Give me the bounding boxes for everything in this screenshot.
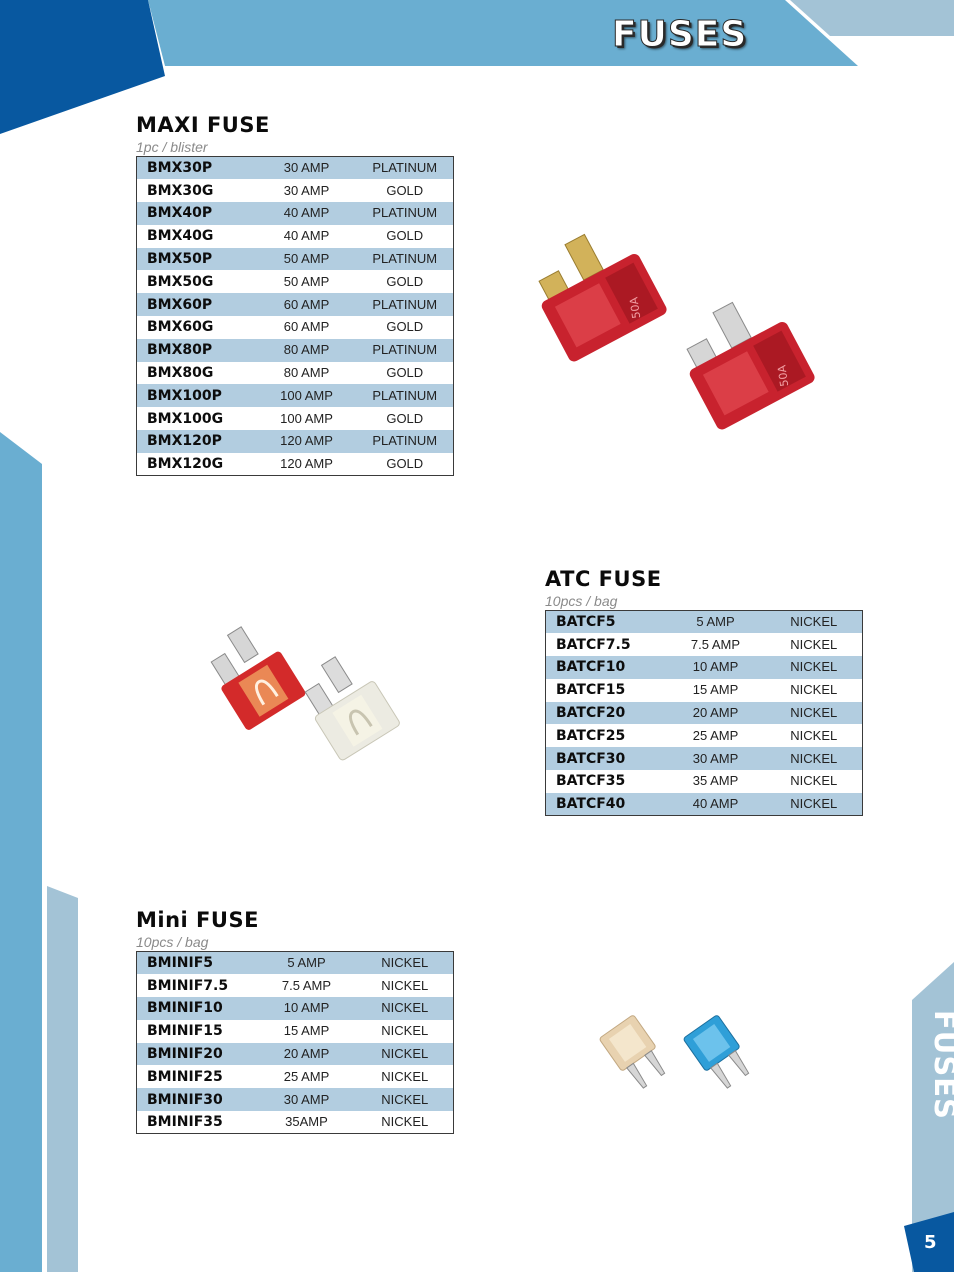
amperage-cell: 10 AMP	[257, 997, 357, 1020]
table-row	[137, 1088, 454, 1111]
fuse-rating-label: 50A	[775, 364, 792, 388]
section-title: Mini FUSE	[136, 908, 259, 932]
amperage-cell: 40 AMP	[257, 225, 357, 248]
material-cell: NICKEL	[357, 1088, 454, 1111]
amperage-cell: 20 AMP	[257, 1043, 357, 1066]
part-code-cell: BMX40G	[137, 225, 257, 248]
material-cell: NICKEL	[357, 974, 454, 997]
amperage-cell: 60 AMP	[257, 316, 357, 339]
amperage-cell: 80 AMP	[257, 362, 357, 385]
amperage-cell: 60 AMP	[257, 293, 357, 316]
part-code-cell: BMINIF30	[137, 1088, 257, 1111]
part-code-cell: BMX50G	[137, 270, 257, 293]
material-cell: PLATINUM	[357, 248, 454, 271]
amperage-cell: 30 AMP	[666, 747, 766, 770]
part-code-cell: BMX120G	[137, 453, 257, 476]
maxi-fuse-image	[520, 225, 820, 415]
part-code-cell: BATCF20	[546, 702, 666, 725]
page-number: 5	[924, 1232, 937, 1253]
part-code-cell: BMINIF25	[137, 1065, 257, 1088]
table-row	[137, 430, 454, 453]
table-row	[137, 339, 454, 362]
amperage-cell: 7.5 AMP	[666, 633, 766, 656]
amperage-cell: 40 AMP	[666, 793, 766, 816]
material-cell: NICKEL	[766, 679, 863, 702]
material-cell: NICKEL	[766, 702, 863, 725]
atc-fuse-section	[545, 566, 863, 816]
table-row	[546, 656, 863, 679]
table-row	[137, 453, 454, 476]
table-row	[546, 679, 863, 702]
amperage-cell: 50 AMP	[257, 248, 357, 271]
material-cell: NICKEL	[357, 1065, 454, 1088]
material-cell: NICKEL	[766, 747, 863, 770]
amperage-cell: 20 AMP	[666, 702, 766, 725]
amperage-cell: 25 AMP	[257, 1065, 357, 1088]
amperage-cell: 30 AMP	[257, 1088, 357, 1111]
part-code-cell: BATCF35	[546, 770, 666, 793]
material-cell: NICKEL	[766, 633, 863, 656]
amperage-cell: 15 AMP	[257, 1020, 357, 1043]
material-cell: NICKEL	[357, 1020, 454, 1043]
part-code-cell: BATCF15	[546, 679, 666, 702]
table-row	[137, 202, 454, 225]
part-code-cell: BATCF30	[546, 747, 666, 770]
part-code-cell: BMX30P	[137, 157, 257, 180]
part-code-cell: BMX60P	[137, 293, 257, 316]
material-cell: GOLD	[357, 179, 454, 202]
amperage-cell: 35AMP	[257, 1111, 357, 1134]
amperage-cell: 5 AMP	[666, 611, 766, 634]
section-subtitle: 10pcs / bag	[136, 934, 209, 950]
left-strip-outer	[0, 432, 42, 1272]
mini-fuse-image	[592, 1008, 772, 1092]
amperage-cell: 100 AMP	[257, 407, 357, 430]
table-row	[546, 747, 863, 770]
table-row	[137, 974, 454, 997]
table-row	[137, 1043, 454, 1066]
table-row	[546, 724, 863, 747]
side-tab-label: FUSES	[928, 1010, 962, 1120]
fuse-rating-label: 50A	[627, 296, 644, 320]
table-row	[137, 952, 454, 975]
amperage-cell: 50 AMP	[257, 270, 357, 293]
amperage-cell: 5 AMP	[257, 952, 357, 975]
maxi-fuse-table	[136, 156, 454, 476]
table-row	[137, 293, 454, 316]
table-row	[137, 997, 454, 1020]
material-cell: PLATINUM	[357, 293, 454, 316]
left-strip-inner	[47, 886, 78, 1272]
amperage-cell: 120 AMP	[257, 430, 357, 453]
part-code-cell: BMX120P	[137, 430, 257, 453]
part-code-cell: BATCF7.5	[546, 633, 666, 656]
material-cell: PLATINUM	[357, 384, 454, 407]
amperage-cell: 120 AMP	[257, 453, 357, 476]
mini-fuse-table	[136, 951, 454, 1134]
table-row	[546, 770, 863, 793]
maxi-fuse-section	[136, 112, 454, 476]
table-row	[546, 633, 863, 656]
section-subtitle: 1pc / blister	[136, 139, 208, 155]
material-cell: NICKEL	[766, 611, 863, 634]
amperage-cell: 10 AMP	[666, 656, 766, 679]
atc-fuse-image	[205, 620, 420, 770]
part-code-cell: BMX80G	[137, 362, 257, 385]
part-code-cell: BMINIF10	[137, 997, 257, 1020]
part-code-cell: BMX100P	[137, 384, 257, 407]
mini-fuse-section	[136, 907, 454, 1134]
amperage-cell: 15 AMP	[666, 679, 766, 702]
material-cell: GOLD	[357, 362, 454, 385]
section-subtitle: 10pcs / bag	[545, 593, 618, 609]
material-cell: GOLD	[357, 316, 454, 339]
table-row	[137, 362, 454, 385]
section-title: MAXI FUSE	[136, 113, 270, 137]
material-cell: PLATINUM	[357, 202, 454, 225]
material-cell: GOLD	[357, 225, 454, 248]
table-row	[137, 407, 454, 430]
part-code-cell: BMINIF15	[137, 1020, 257, 1043]
material-cell: NICKEL	[766, 656, 863, 679]
table-row	[137, 1065, 454, 1088]
material-cell: NICKEL	[357, 952, 454, 975]
part-code-cell: BMX50P	[137, 248, 257, 271]
amperage-cell: 30 AMP	[257, 157, 357, 180]
material-cell: PLATINUM	[357, 430, 454, 453]
amperage-cell: 7.5 AMP	[257, 974, 357, 997]
material-cell: GOLD	[357, 270, 454, 293]
part-code-cell: BATCF40	[546, 793, 666, 816]
material-cell: NICKEL	[766, 793, 863, 816]
material-cell: GOLD	[357, 453, 454, 476]
part-code-cell: BMINIF5	[137, 952, 257, 975]
table-row	[546, 793, 863, 816]
table-row	[137, 1020, 454, 1043]
part-code-cell: BMINIF20	[137, 1043, 257, 1066]
part-code-cell: BATCF10	[546, 656, 666, 679]
part-code-cell: BMINIF7.5	[137, 974, 257, 997]
material-cell: NICKEL	[766, 724, 863, 747]
amperage-cell: 25 AMP	[666, 724, 766, 747]
section-title: ATC FUSE	[545, 567, 662, 591]
amperage-cell: 35 AMP	[666, 770, 766, 793]
part-code-cell: BATCF25	[546, 724, 666, 747]
amperage-cell: 80 AMP	[257, 339, 357, 362]
table-row	[137, 1111, 454, 1134]
table-row	[137, 384, 454, 407]
table-row	[137, 225, 454, 248]
table-row	[137, 248, 454, 271]
part-code-cell: BMX40P	[137, 202, 257, 225]
part-code-cell: BMINIF35	[137, 1111, 257, 1134]
table-row	[546, 702, 863, 725]
header-title: FUSES	[612, 14, 748, 55]
amperage-cell: 30 AMP	[257, 179, 357, 202]
amperage-cell: 40 AMP	[257, 202, 357, 225]
material-cell: NICKEL	[766, 770, 863, 793]
material-cell: NICKEL	[357, 1043, 454, 1066]
part-code-cell: BMX80P	[137, 339, 257, 362]
table-row	[137, 157, 454, 180]
table-row	[137, 316, 454, 339]
material-cell: NICKEL	[357, 1111, 454, 1134]
part-code-cell: BMX60G	[137, 316, 257, 339]
table-row	[137, 270, 454, 293]
material-cell: PLATINUM	[357, 157, 454, 180]
part-code-cell: BMX30G	[137, 179, 257, 202]
atc-fuse-table	[545, 610, 863, 816]
amperage-cell: 100 AMP	[257, 384, 357, 407]
material-cell: NICKEL	[357, 997, 454, 1020]
material-cell: GOLD	[357, 407, 454, 430]
table-row	[137, 179, 454, 202]
part-code-cell: BMX100G	[137, 407, 257, 430]
material-cell: PLATINUM	[357, 339, 454, 362]
part-code-cell: BATCF5	[546, 611, 666, 634]
table-row	[546, 611, 863, 634]
